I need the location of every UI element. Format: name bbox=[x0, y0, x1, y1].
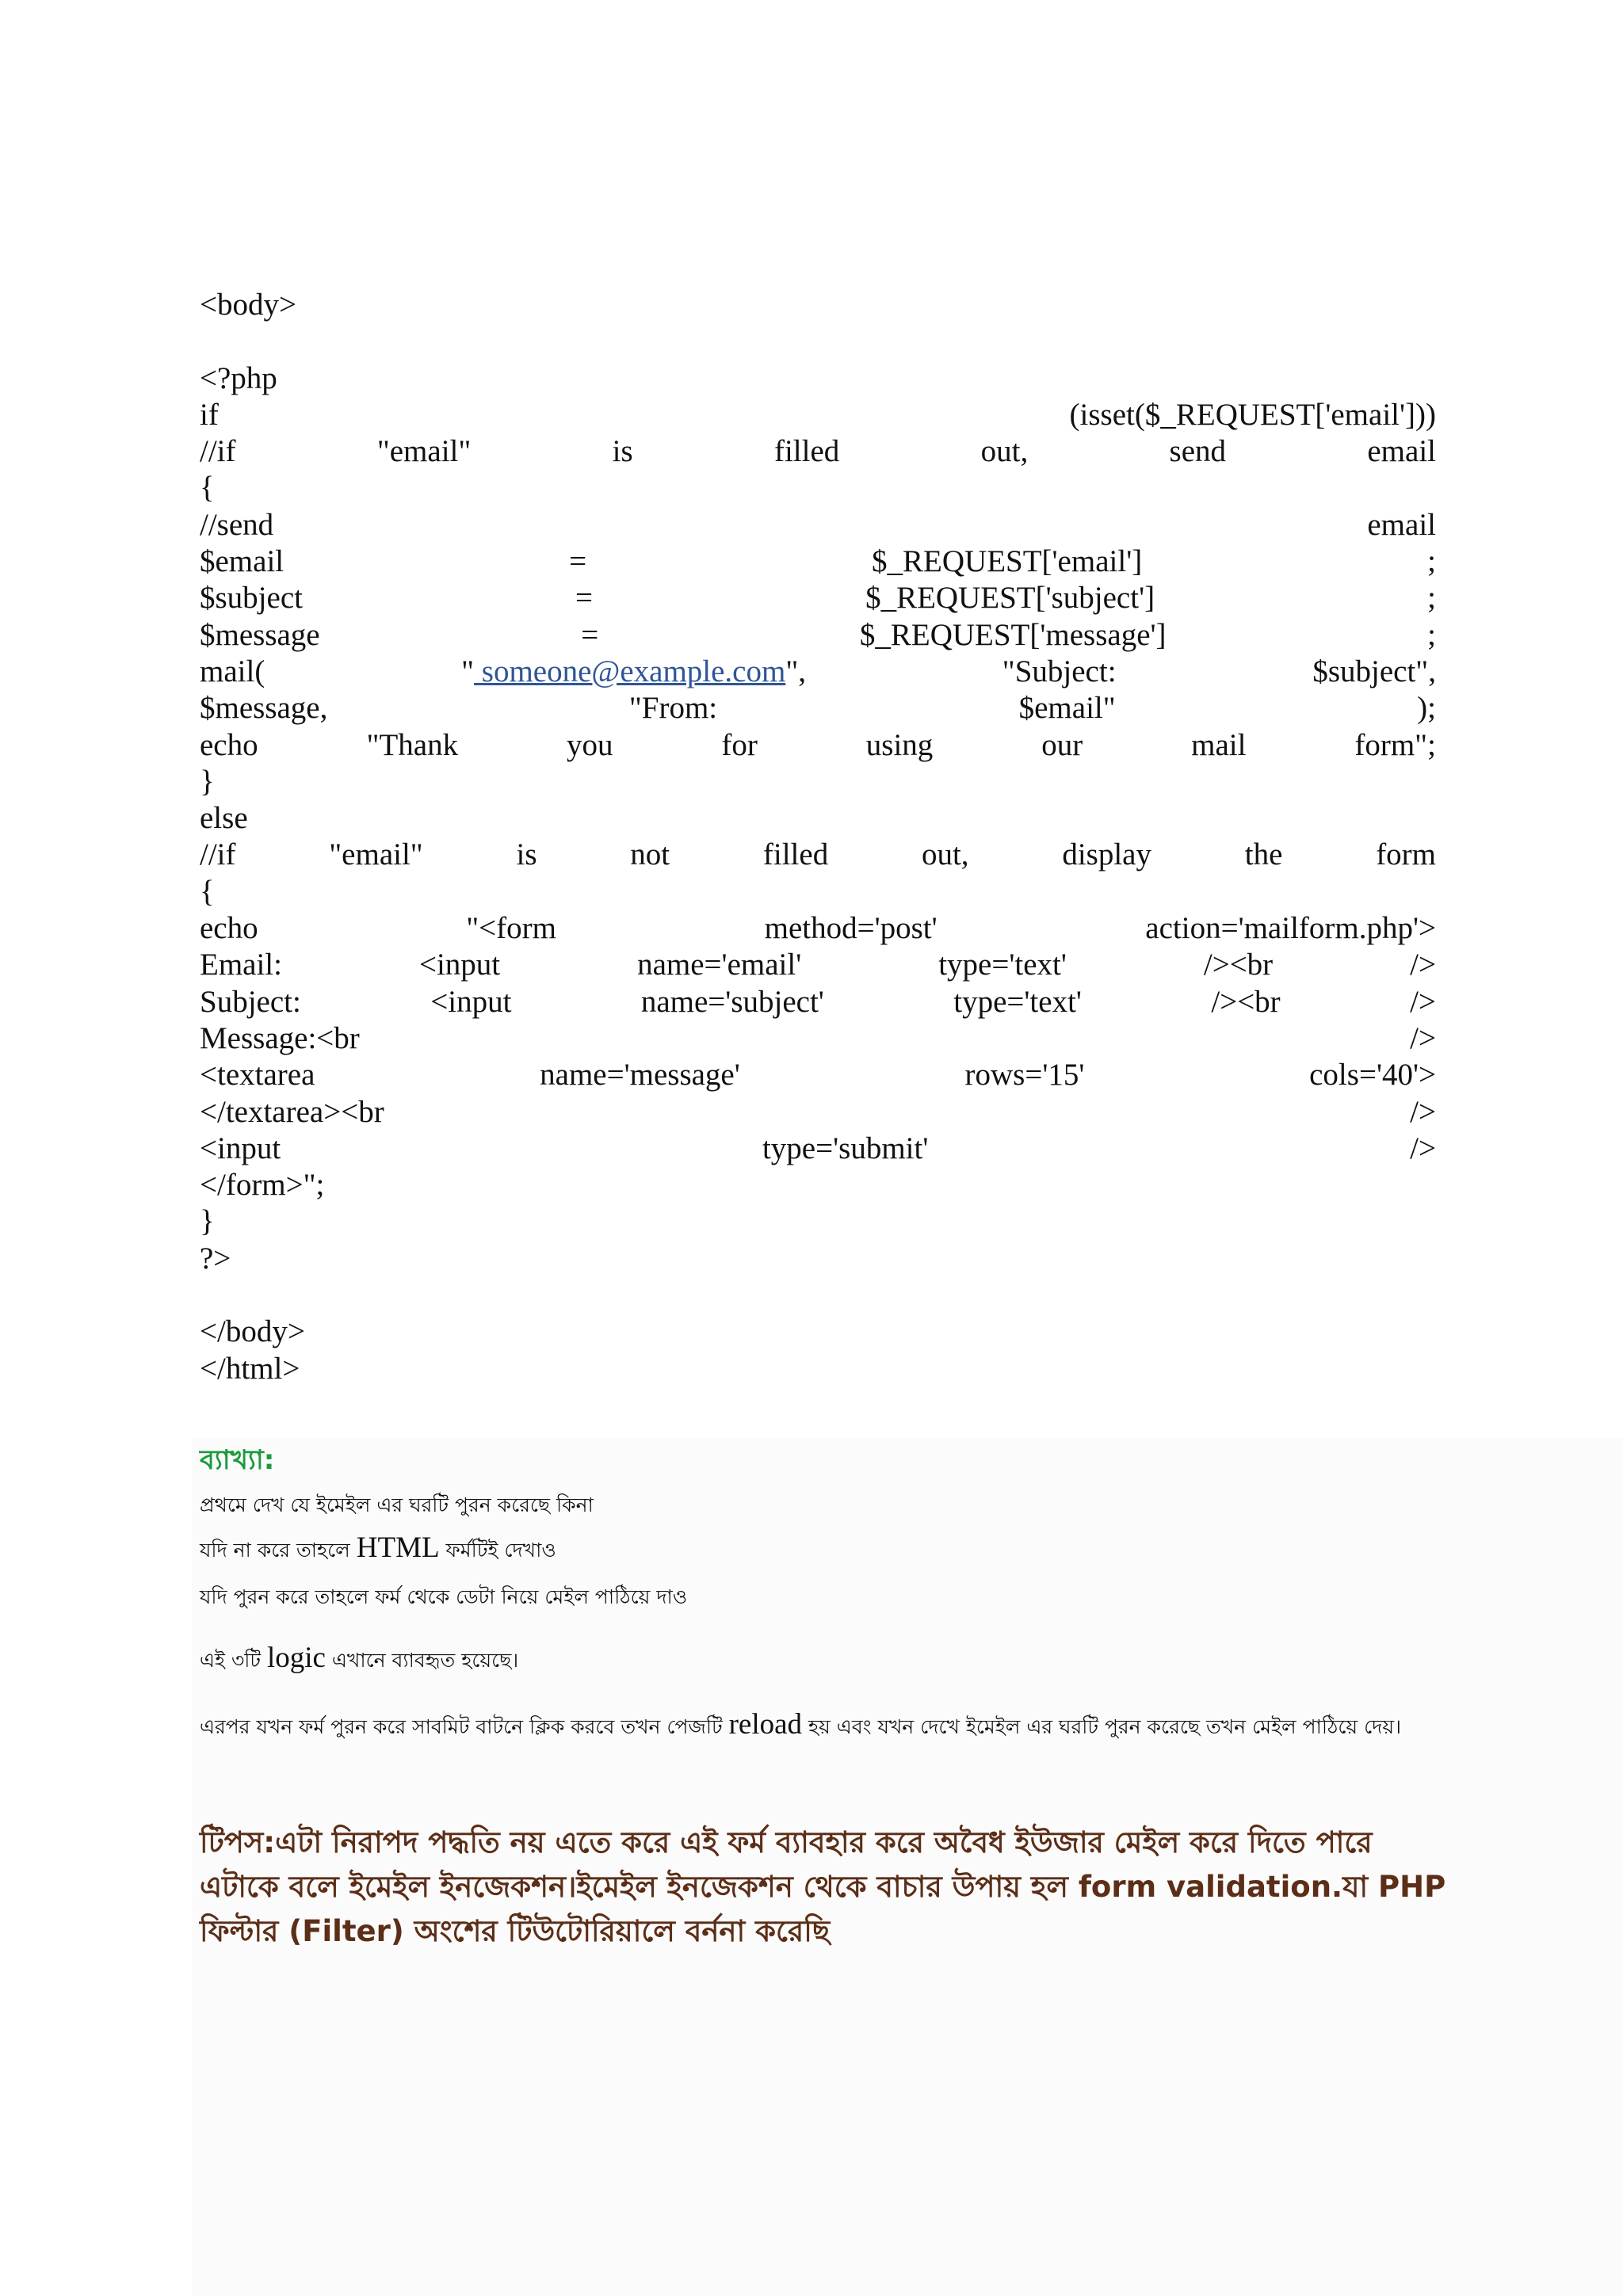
code-token: ; bbox=[1427, 544, 1436, 579]
code-line bbox=[200, 1020, 1436, 1057]
code-token: type='text' bbox=[953, 984, 1082, 1019]
code-line bbox=[200, 800, 1436, 837]
code-line bbox=[200, 874, 1436, 910]
code-token: /><br bbox=[1211, 984, 1281, 1019]
php-code-block bbox=[200, 287, 1436, 1387]
code-token: "email" bbox=[329, 837, 423, 872]
code-line bbox=[200, 1314, 1436, 1350]
code-token: (isset($_REQUEST['email'])) bbox=[1069, 397, 1436, 432]
code-token: method='post' bbox=[764, 911, 938, 946]
code-token: /> bbox=[1410, 1094, 1436, 1129]
code-line bbox=[200, 323, 1436, 360]
code-token: for bbox=[721, 727, 758, 762]
code-token: mail bbox=[1191, 727, 1247, 762]
code-line bbox=[200, 1203, 1436, 1240]
code-token: </html> bbox=[200, 1351, 300, 1386]
explanation-line-2 bbox=[200, 1532, 556, 1566]
code-token: /> bbox=[1410, 1131, 1436, 1165]
code-line bbox=[200, 433, 1436, 470]
code-token: <textarea bbox=[200, 1058, 315, 1093]
explanation-line-3: যদি পুরন করে তাহলে ফর্ম থেকে ডেটা নিয়ে মেইল পাঠিয়ে দাও bbox=[200, 1585, 688, 1608]
tips-line-2: এটাকে বলে ইমেইল ইনজেকশন।ইমেইল ইনজেকশন থেকে বাচার উপায় হল form validation.যা PHP bbox=[200, 1870, 1446, 1904]
code-token: form"; bbox=[1354, 727, 1436, 762]
code-token: Email: bbox=[200, 948, 282, 982]
code-token: = bbox=[575, 581, 594, 616]
code-token: you bbox=[567, 727, 613, 762]
code-token: Message:<br bbox=[200, 1020, 360, 1055]
code-token: } bbox=[200, 1204, 215, 1239]
code-token: "email" bbox=[376, 434, 472, 469]
code-line bbox=[200, 727, 1436, 764]
email-link[interactable]: someone@example.com bbox=[474, 654, 786, 688]
code-line bbox=[200, 1094, 1436, 1131]
code-line bbox=[200, 837, 1436, 873]
code-line bbox=[200, 1351, 1436, 1387]
code-token: $subject bbox=[200, 581, 303, 616]
code-token: mail( bbox=[200, 654, 265, 688]
code-line bbox=[200, 1057, 1436, 1093]
code-token: display bbox=[1062, 837, 1151, 872]
explanation-line-4-text-c: এখানে ব্যাবহৃত হয়েছে। bbox=[325, 1649, 519, 1672]
code-token: ?> bbox=[200, 1241, 231, 1276]
code-token: </textarea><br bbox=[200, 1094, 384, 1129]
code-line bbox=[200, 470, 1436, 506]
code-line bbox=[200, 947, 1436, 983]
code-line bbox=[200, 654, 1436, 690]
code-token: name='message' bbox=[540, 1058, 740, 1093]
code-token: ; bbox=[1427, 617, 1436, 652]
code-token: = bbox=[581, 617, 599, 652]
tips-section bbox=[200, 1821, 1452, 1954]
code-line bbox=[200, 580, 1436, 616]
code-token: echo bbox=[200, 911, 258, 946]
code-token: if bbox=[200, 397, 219, 432]
code-line bbox=[200, 984, 1436, 1020]
code-token: $email bbox=[200, 544, 285, 579]
code-token: filled bbox=[773, 434, 840, 469]
mail-recipient-prefix: " bbox=[461, 654, 475, 688]
explanation-line-5-text-c: হয় এবং যখন দেখে ইমেইল এর ঘরটি পুরন করেছে তখন মেইল পাঠিয়ে দেয়। bbox=[802, 1715, 1402, 1738]
code-line bbox=[200, 617, 1436, 654]
code-token: is bbox=[516, 837, 537, 872]
code-token: name='email' bbox=[637, 948, 802, 982]
code-token: form bbox=[1376, 837, 1436, 872]
code-token: type='text' bbox=[938, 948, 1067, 982]
explanation-line-5 bbox=[200, 1700, 1436, 1752]
explanation-line-4-logic: logic bbox=[266, 1642, 326, 1674]
code-token: //if bbox=[200, 837, 236, 872]
tips-line-1: টিপস:এটা নিরাপদ পদ্ধতি নয় এতে করে এই ফর্ম ব্যাবহার করে অবৈধ ইউজার মেইল করে দিতে পারে bbox=[200, 1825, 1373, 1859]
code-token: //send bbox=[200, 507, 274, 542]
explanation-line-2-text-a: যদি না করে তাহলে bbox=[200, 1539, 357, 1562]
code-line bbox=[200, 1131, 1436, 1167]
code-line bbox=[200, 397, 1436, 433]
code-line bbox=[200, 1241, 1436, 1277]
mail-recipient-suffix: ", bbox=[785, 654, 806, 688]
code-line bbox=[200, 543, 1436, 580]
code-token: $message, bbox=[200, 691, 328, 726]
code-token: = bbox=[569, 544, 587, 579]
code-token: <input bbox=[200, 1131, 281, 1165]
code-line bbox=[200, 910, 1436, 947]
code-token: Subject: bbox=[200, 984, 301, 1019]
code-token: /> bbox=[1410, 984, 1436, 1019]
code-token: send bbox=[1169, 434, 1227, 469]
explanation-line-5-reload: reload bbox=[728, 1708, 803, 1741]
code-token: $message bbox=[200, 617, 320, 652]
mail-recipient bbox=[461, 654, 806, 690]
code-token: /> bbox=[1410, 1020, 1436, 1055]
code-token: /><br bbox=[1203, 948, 1274, 982]
code-line bbox=[200, 507, 1436, 543]
code-line bbox=[200, 287, 1436, 323]
code-token: <input bbox=[430, 984, 512, 1019]
code-token: /> bbox=[1410, 948, 1436, 982]
explanation-line-4 bbox=[200, 1642, 518, 1676]
code-token: "Thank bbox=[366, 727, 459, 762]
code-token: <input bbox=[418, 948, 501, 982]
code-token: type='submit' bbox=[762, 1131, 929, 1165]
code-token: action='mailform.php'> bbox=[1145, 911, 1436, 946]
code-token: "Subject: bbox=[1002, 654, 1117, 688]
code-line bbox=[200, 764, 1436, 800]
tips-line-3: ফিল্টার (Filter) অংশের টিউটোরিয়ালে বর্ননা করেছি bbox=[200, 1914, 831, 1948]
code-token: //if bbox=[200, 434, 236, 469]
code-token: echo bbox=[200, 727, 258, 762]
explanation-line-5-text-a: এরপর যখন ফর্ম পুরন করে সাবমিট বাটনে ক্লিক করবে তখন পেজটি bbox=[200, 1715, 729, 1738]
code-token: using bbox=[865, 727, 934, 762]
code-token: filled bbox=[762, 837, 829, 872]
code-line bbox=[200, 1277, 1436, 1314]
code-token: </body> bbox=[200, 1314, 305, 1349]
code-token: $_REQUEST['email'] bbox=[872, 544, 1143, 579]
code-token: ; bbox=[1427, 581, 1436, 616]
explanation-line-4-text-a: এই ৩টি bbox=[200, 1649, 267, 1672]
explanation-line-2-text-c: ফর্মটিই দেখাও bbox=[439, 1539, 556, 1562]
explanation-section bbox=[200, 1440, 1436, 1741]
code-token: not bbox=[630, 837, 670, 872]
code-line bbox=[200, 360, 1436, 397]
code-token: { bbox=[200, 471, 215, 505]
code-token: </form>"; bbox=[200, 1168, 325, 1203]
code-token: "<form bbox=[466, 911, 556, 946]
code-token: our bbox=[1041, 727, 1083, 762]
code-token: } bbox=[200, 764, 215, 799]
explanation-line-2-html: HTML bbox=[356, 1531, 440, 1564]
code-token: cols='40'> bbox=[1309, 1058, 1436, 1093]
code-token: $subject", bbox=[1312, 654, 1436, 688]
code-token: is bbox=[612, 434, 633, 469]
code-token: ); bbox=[1417, 691, 1436, 726]
code-token: $_REQUEST['message'] bbox=[859, 617, 1167, 652]
code-token: email bbox=[1367, 434, 1436, 469]
code-token: <?php bbox=[200, 360, 277, 395]
code-token: <body> bbox=[200, 288, 296, 322]
code-token: rows='15' bbox=[964, 1058, 1085, 1093]
code-token: name='subject' bbox=[640, 984, 824, 1019]
code-token: email bbox=[1367, 507, 1436, 542]
code-token: out, bbox=[980, 434, 1029, 469]
code-token: $_REQUEST['subject'] bbox=[865, 581, 1155, 616]
code-token: "From: bbox=[628, 691, 718, 726]
code-line bbox=[200, 1167, 1436, 1203]
explanation-line-1: প্রথমে দেখ যে ইমেইল এর ঘরটি পুরন করেছে কিনা bbox=[200, 1493, 594, 1516]
explanation-heading: ব্যাখ্যা: bbox=[200, 1444, 275, 1476]
code-token: else bbox=[200, 801, 248, 836]
code-line bbox=[200, 690, 1436, 727]
code-token: the bbox=[1244, 837, 1283, 872]
code-token: { bbox=[200, 874, 215, 909]
code-token: out, bbox=[921, 837, 969, 872]
code-token: $email" bbox=[1018, 691, 1116, 726]
